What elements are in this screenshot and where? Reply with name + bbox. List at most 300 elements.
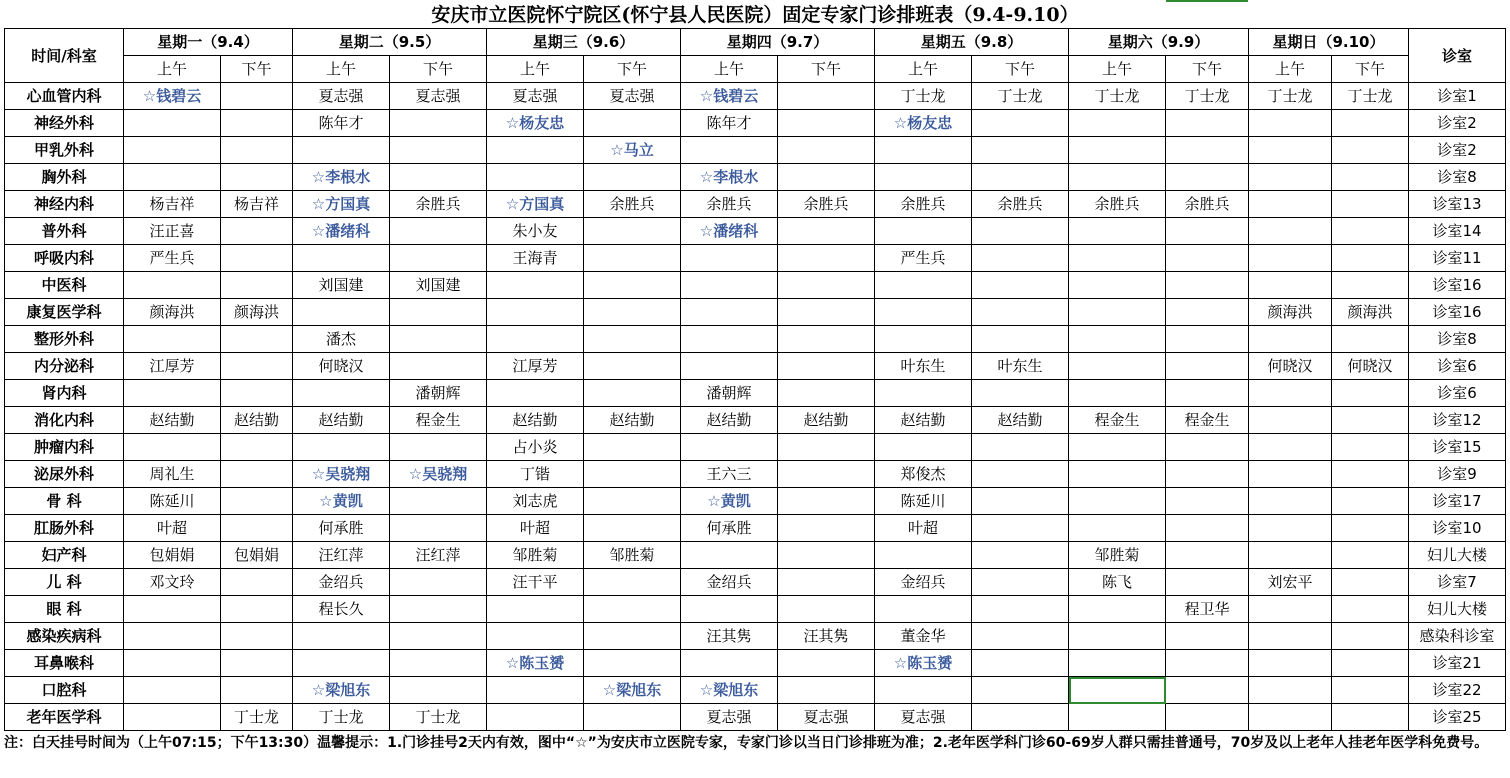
schedule-cell[interactable] — [584, 380, 681, 407]
schedule-cell[interactable]: 丁士龙 — [390, 704, 487, 731]
schedule-cell[interactable] — [1166, 542, 1249, 569]
schedule-cell[interactable]: 朱小友 — [487, 218, 584, 245]
schedule-cell[interactable] — [584, 434, 681, 461]
schedule-cell[interactable] — [972, 110, 1069, 137]
schedule-cell[interactable] — [221, 245, 293, 272]
schedule-cell[interactable] — [875, 596, 972, 623]
schedule-cell[interactable] — [1166, 623, 1249, 650]
schedule-cell[interactable] — [390, 137, 487, 164]
schedule-cell[interactable]: 邓文玲 — [124, 569, 221, 596]
schedule-cell[interactable] — [1332, 650, 1409, 677]
schedule-cell[interactable] — [1249, 272, 1332, 299]
schedule-cell[interactable] — [972, 137, 1069, 164]
schedule-cell[interactable] — [221, 110, 293, 137]
schedule-cell[interactable] — [1332, 596, 1409, 623]
schedule-cell[interactable]: 余胜兵 — [390, 191, 487, 218]
schedule-cell[interactable] — [584, 272, 681, 299]
schedule-cell[interactable]: 何晓汉 — [1249, 353, 1332, 380]
schedule-cell[interactable] — [875, 137, 972, 164]
schedule-cell[interactable]: 夏志强 — [293, 83, 390, 110]
schedule-cell[interactable] — [390, 596, 487, 623]
schedule-cell[interactable] — [1249, 434, 1332, 461]
schedule-cell[interactable]: 余胜兵 — [778, 191, 875, 218]
schedule-cell[interactable] — [584, 650, 681, 677]
schedule-cell[interactable]: ☆梁旭东 — [293, 677, 390, 704]
schedule-cell[interactable] — [681, 272, 778, 299]
schedule-cell[interactable] — [1069, 623, 1166, 650]
schedule-cell[interactable] — [778, 515, 875, 542]
schedule-cell[interactable] — [1166, 488, 1249, 515]
schedule-cell[interactable]: 潘朝辉 — [390, 380, 487, 407]
schedule-cell[interactable]: 颜海洪 — [1249, 299, 1332, 326]
schedule-cell[interactable]: 程金生 — [1069, 407, 1166, 434]
schedule-cell[interactable]: ☆陈玉赟 — [487, 650, 584, 677]
schedule-cell[interactable] — [1166, 164, 1249, 191]
schedule-cell[interactable] — [584, 704, 681, 731]
schedule-cell[interactable] — [584, 245, 681, 272]
schedule-cell[interactable] — [221, 83, 293, 110]
schedule-cell[interactable] — [584, 569, 681, 596]
schedule-cell[interactable]: 江厚芳 — [124, 353, 221, 380]
schedule-cell[interactable] — [1166, 515, 1249, 542]
schedule-cell[interactable]: 陈年才 — [681, 110, 778, 137]
schedule-cell[interactable] — [972, 380, 1069, 407]
schedule-cell[interactable] — [681, 137, 778, 164]
schedule-cell[interactable] — [1069, 245, 1166, 272]
schedule-cell[interactable]: ☆黄凯 — [681, 488, 778, 515]
schedule-cell[interactable]: 夏志强 — [487, 83, 584, 110]
schedule-cell[interactable] — [1249, 704, 1332, 731]
schedule-cell[interactable] — [1332, 488, 1409, 515]
schedule-cell[interactable]: 丁士龙 — [875, 83, 972, 110]
schedule-cell[interactable] — [972, 299, 1069, 326]
schedule-cell[interactable] — [1332, 704, 1409, 731]
schedule-cell[interactable]: ☆杨友忠 — [875, 110, 972, 137]
schedule-cell[interactable] — [1166, 434, 1249, 461]
schedule-cell[interactable] — [681, 434, 778, 461]
schedule-cell[interactable] — [293, 650, 390, 677]
schedule-cell[interactable] — [1249, 623, 1332, 650]
schedule-cell[interactable] — [390, 164, 487, 191]
schedule-cell[interactable] — [293, 137, 390, 164]
schedule-cell[interactable] — [1249, 380, 1332, 407]
schedule-cell[interactable]: 严生兵 — [124, 245, 221, 272]
schedule-cell[interactable]: 夏志强 — [390, 83, 487, 110]
schedule-cell[interactable]: 刘志虎 — [487, 488, 584, 515]
schedule-cell[interactable] — [487, 299, 584, 326]
schedule-cell[interactable] — [1069, 461, 1166, 488]
schedule-cell[interactable] — [1069, 164, 1166, 191]
schedule-cell[interactable] — [1332, 542, 1409, 569]
schedule-cell[interactable] — [1332, 380, 1409, 407]
schedule-cell[interactable]: 潘杰 — [293, 326, 390, 353]
schedule-cell[interactable]: 程金生 — [390, 407, 487, 434]
schedule-cell[interactable]: 邹胜菊 — [487, 542, 584, 569]
schedule-cell[interactable] — [972, 245, 1069, 272]
schedule-cell[interactable]: 刘国建 — [293, 272, 390, 299]
schedule-cell[interactable]: 赵结勤 — [124, 407, 221, 434]
schedule-cell[interactable] — [972, 434, 1069, 461]
schedule-cell[interactable]: ☆李根水 — [293, 164, 390, 191]
schedule-cell[interactable]: 陈延川 — [124, 488, 221, 515]
schedule-cell[interactable] — [124, 110, 221, 137]
schedule-cell[interactable] — [1249, 191, 1332, 218]
schedule-cell[interactable]: 丁士龙 — [1249, 83, 1332, 110]
schedule-cell[interactable] — [1332, 515, 1409, 542]
schedule-cell[interactable] — [221, 488, 293, 515]
schedule-cell[interactable] — [972, 542, 1069, 569]
schedule-cell[interactable]: ☆钱碧云 — [681, 83, 778, 110]
schedule-cell[interactable] — [972, 569, 1069, 596]
schedule-cell[interactable] — [1249, 461, 1332, 488]
schedule-cell[interactable]: 赵结勤 — [972, 407, 1069, 434]
schedule-cell[interactable] — [1249, 110, 1332, 137]
schedule-cell[interactable] — [390, 650, 487, 677]
schedule-cell[interactable] — [221, 596, 293, 623]
schedule-cell[interactable] — [1069, 488, 1166, 515]
schedule-cell[interactable] — [681, 353, 778, 380]
schedule-cell[interactable] — [1249, 677, 1332, 704]
schedule-cell[interactable] — [1249, 245, 1332, 272]
schedule-cell[interactable]: 颜海洪 — [1332, 299, 1409, 326]
schedule-cell[interactable]: 夏志强 — [584, 83, 681, 110]
schedule-cell[interactable]: 陈年才 — [293, 110, 390, 137]
schedule-cell[interactable]: ☆陈玉赟 — [875, 650, 972, 677]
schedule-cell[interactable] — [778, 218, 875, 245]
schedule-cell[interactable] — [972, 326, 1069, 353]
schedule-cell[interactable] — [124, 272, 221, 299]
schedule-cell[interactable] — [390, 326, 487, 353]
schedule-cell[interactable]: 汪正喜 — [124, 218, 221, 245]
schedule-cell[interactable]: 王六三 — [681, 461, 778, 488]
schedule-cell[interactable] — [1332, 137, 1409, 164]
schedule-cell[interactable]: 赵结勤 — [293, 407, 390, 434]
schedule-cell[interactable] — [875, 380, 972, 407]
schedule-cell[interactable] — [584, 353, 681, 380]
schedule-cell[interactable]: 赵结勤 — [584, 407, 681, 434]
schedule-cell[interactable]: 余胜兵 — [584, 191, 681, 218]
schedule-cell[interactable] — [1249, 137, 1332, 164]
schedule-cell[interactable]: ☆钱碧云 — [124, 83, 221, 110]
schedule-cell[interactable]: ☆李根水 — [681, 164, 778, 191]
schedule-cell[interactable]: ☆吴骁翔 — [293, 461, 390, 488]
schedule-cell[interactable]: 杨吉祥 — [124, 191, 221, 218]
schedule-cell[interactable] — [778, 164, 875, 191]
schedule-cell[interactable] — [487, 326, 584, 353]
schedule-cell[interactable] — [681, 299, 778, 326]
schedule-cell[interactable] — [1249, 407, 1332, 434]
schedule-cell[interactable] — [1069, 272, 1166, 299]
schedule-cell[interactable] — [1069, 677, 1166, 704]
schedule-cell[interactable] — [390, 218, 487, 245]
schedule-cell[interactable]: 金绍兵 — [875, 569, 972, 596]
schedule-cell[interactable]: 丁士龙 — [1069, 83, 1166, 110]
schedule-cell[interactable]: 汪红萍 — [390, 542, 487, 569]
schedule-cell[interactable] — [1249, 542, 1332, 569]
schedule-cell[interactable] — [778, 650, 875, 677]
schedule-cell[interactable] — [972, 650, 1069, 677]
schedule-cell[interactable]: 赵结勤 — [681, 407, 778, 434]
schedule-cell[interactable]: ☆方国真 — [293, 191, 390, 218]
schedule-cell[interactable] — [1166, 353, 1249, 380]
schedule-cell[interactable] — [1069, 218, 1166, 245]
schedule-cell[interactable] — [584, 326, 681, 353]
schedule-cell[interactable] — [972, 515, 1069, 542]
schedule-cell[interactable] — [221, 353, 293, 380]
schedule-cell[interactable] — [221, 677, 293, 704]
schedule-cell[interactable]: 汪干平 — [487, 569, 584, 596]
schedule-cell[interactable]: 赵结勤 — [221, 407, 293, 434]
schedule-cell[interactable]: 何晓汉 — [293, 353, 390, 380]
schedule-cell[interactable] — [124, 596, 221, 623]
schedule-cell[interactable] — [1069, 137, 1166, 164]
schedule-cell[interactable] — [584, 218, 681, 245]
schedule-cell[interactable] — [584, 164, 681, 191]
schedule-cell[interactable] — [1249, 164, 1332, 191]
schedule-cell[interactable]: 包娟娟 — [124, 542, 221, 569]
schedule-cell[interactable] — [221, 461, 293, 488]
schedule-cell[interactable] — [972, 164, 1069, 191]
schedule-cell[interactable] — [1166, 110, 1249, 137]
schedule-cell[interactable]: 余胜兵 — [681, 191, 778, 218]
schedule-cell[interactable] — [778, 380, 875, 407]
schedule-cell[interactable] — [1069, 650, 1166, 677]
schedule-cell[interactable]: 邹胜菊 — [1069, 542, 1166, 569]
schedule-cell[interactable]: 赵结勤 — [778, 407, 875, 434]
schedule-cell[interactable] — [124, 137, 221, 164]
schedule-cell[interactable] — [390, 623, 487, 650]
schedule-cell[interactable] — [1332, 569, 1409, 596]
schedule-cell[interactable] — [875, 434, 972, 461]
schedule-cell[interactable] — [584, 596, 681, 623]
schedule-cell[interactable] — [1332, 434, 1409, 461]
schedule-cell[interactable] — [1069, 353, 1166, 380]
schedule-cell[interactable] — [1166, 326, 1249, 353]
schedule-cell[interactable] — [221, 650, 293, 677]
schedule-cell[interactable] — [778, 461, 875, 488]
schedule-cell[interactable]: 丁士龙 — [972, 83, 1069, 110]
schedule-cell[interactable] — [1332, 218, 1409, 245]
schedule-cell[interactable] — [778, 299, 875, 326]
schedule-cell[interactable] — [972, 596, 1069, 623]
schedule-cell[interactable] — [778, 272, 875, 299]
schedule-cell[interactable]: 严生兵 — [875, 245, 972, 272]
schedule-cell[interactable]: 程长久 — [293, 596, 390, 623]
schedule-cell[interactable]: 何承胜 — [293, 515, 390, 542]
schedule-cell[interactable]: 赵结勤 — [875, 407, 972, 434]
schedule-cell[interactable] — [1166, 380, 1249, 407]
schedule-cell[interactable] — [1332, 623, 1409, 650]
schedule-cell[interactable] — [1166, 677, 1249, 704]
schedule-cell[interactable]: 余胜兵 — [1069, 191, 1166, 218]
schedule-cell[interactable] — [972, 218, 1069, 245]
schedule-cell[interactable]: 汪其隽 — [778, 623, 875, 650]
schedule-cell[interactable] — [778, 245, 875, 272]
schedule-cell[interactable] — [778, 110, 875, 137]
schedule-cell[interactable] — [293, 245, 390, 272]
schedule-cell[interactable] — [1166, 137, 1249, 164]
schedule-cell[interactable] — [390, 299, 487, 326]
schedule-cell[interactable]: 余胜兵 — [1166, 191, 1249, 218]
schedule-cell[interactable]: 丁士龙 — [1166, 83, 1249, 110]
schedule-cell[interactable] — [1166, 650, 1249, 677]
schedule-cell[interactable] — [293, 380, 390, 407]
schedule-cell[interactable] — [681, 326, 778, 353]
schedule-cell[interactable] — [1166, 245, 1249, 272]
schedule-cell[interactable] — [293, 434, 390, 461]
schedule-cell[interactable]: ☆吴骁翔 — [390, 461, 487, 488]
schedule-cell[interactable]: 刘宏平 — [1249, 569, 1332, 596]
schedule-cell[interactable] — [487, 596, 584, 623]
schedule-cell[interactable] — [875, 272, 972, 299]
schedule-cell[interactable]: 董金华 — [875, 623, 972, 650]
schedule-cell[interactable]: 周礼生 — [124, 461, 221, 488]
schedule-cell[interactable] — [1069, 704, 1166, 731]
schedule-cell[interactable]: 郑俊杰 — [875, 461, 972, 488]
schedule-cell[interactable] — [584, 299, 681, 326]
schedule-cell[interactable] — [584, 461, 681, 488]
schedule-cell[interactable] — [390, 488, 487, 515]
schedule-cell[interactable]: 程卫华 — [1166, 596, 1249, 623]
schedule-cell[interactable] — [1332, 326, 1409, 353]
schedule-cell[interactable]: ☆马立 — [584, 137, 681, 164]
schedule-cell[interactable] — [972, 488, 1069, 515]
schedule-cell[interactable]: 余胜兵 — [875, 191, 972, 218]
schedule-cell[interactable] — [1166, 461, 1249, 488]
schedule-cell[interactable] — [681, 650, 778, 677]
schedule-cell[interactable]: 夏志强 — [875, 704, 972, 731]
schedule-cell[interactable] — [875, 326, 972, 353]
schedule-cell[interactable] — [221, 164, 293, 191]
schedule-cell[interactable]: 江厚芳 — [487, 353, 584, 380]
schedule-cell[interactable]: 汪其隽 — [681, 623, 778, 650]
schedule-cell[interactable] — [875, 164, 972, 191]
schedule-cell[interactable] — [778, 353, 875, 380]
schedule-cell[interactable] — [487, 164, 584, 191]
schedule-cell[interactable] — [1069, 326, 1166, 353]
schedule-cell[interactable]: 邹胜菊 — [584, 542, 681, 569]
schedule-cell[interactable]: 叶东生 — [875, 353, 972, 380]
schedule-cell[interactable]: 金绍兵 — [681, 569, 778, 596]
schedule-cell[interactable]: 叶超 — [487, 515, 584, 542]
schedule-cell[interactable] — [221, 515, 293, 542]
schedule-cell[interactable] — [778, 137, 875, 164]
schedule-cell[interactable]: 潘朝辉 — [681, 380, 778, 407]
schedule-cell[interactable]: 丁士龙 — [221, 704, 293, 731]
schedule-cell[interactable]: 汪红萍 — [293, 542, 390, 569]
schedule-cell[interactable] — [221, 326, 293, 353]
schedule-cell[interactable] — [1332, 245, 1409, 272]
schedule-cell[interactable]: 杨吉祥 — [221, 191, 293, 218]
schedule-cell[interactable]: ☆潘绪科 — [293, 218, 390, 245]
schedule-cell[interactable]: 金绍兵 — [293, 569, 390, 596]
schedule-cell[interactable] — [221, 380, 293, 407]
schedule-cell[interactable] — [221, 218, 293, 245]
schedule-cell[interactable]: 丁士龙 — [293, 704, 390, 731]
schedule-cell[interactable] — [778, 326, 875, 353]
schedule-cell[interactable] — [972, 272, 1069, 299]
schedule-cell[interactable]: 陈延川 — [875, 488, 972, 515]
schedule-cell[interactable] — [875, 677, 972, 704]
schedule-cell[interactable] — [1332, 407, 1409, 434]
schedule-cell[interactable]: 夏志强 — [681, 704, 778, 731]
schedule-cell[interactable] — [681, 596, 778, 623]
schedule-cell[interactable] — [584, 110, 681, 137]
schedule-cell[interactable] — [1166, 272, 1249, 299]
schedule-cell[interactable] — [584, 515, 681, 542]
schedule-cell[interactable] — [681, 245, 778, 272]
schedule-cell[interactable]: 丁士龙 — [1332, 83, 1409, 110]
schedule-cell[interactable] — [390, 677, 487, 704]
schedule-cell[interactable] — [124, 650, 221, 677]
schedule-cell[interactable]: 赵结勤 — [487, 407, 584, 434]
schedule-cell[interactable] — [221, 623, 293, 650]
schedule-cell[interactable]: 叶东生 — [972, 353, 1069, 380]
schedule-cell[interactable]: 包娟娟 — [221, 542, 293, 569]
schedule-cell[interactable] — [390, 515, 487, 542]
schedule-cell[interactable]: ☆黄凯 — [293, 488, 390, 515]
schedule-cell[interactable] — [778, 596, 875, 623]
schedule-cell[interactable] — [124, 164, 221, 191]
schedule-cell[interactable] — [1332, 110, 1409, 137]
schedule-cell[interactable] — [1332, 461, 1409, 488]
schedule-cell[interactable]: 余胜兵 — [972, 191, 1069, 218]
schedule-cell[interactable] — [221, 434, 293, 461]
schedule-cell[interactable] — [1166, 569, 1249, 596]
schedule-cell[interactable] — [1249, 488, 1332, 515]
schedule-cell[interactable] — [487, 380, 584, 407]
schedule-cell[interactable] — [972, 704, 1069, 731]
schedule-cell[interactable]: ☆梁旭东 — [584, 677, 681, 704]
schedule-cell[interactable] — [1069, 434, 1166, 461]
schedule-cell[interactable]: 颜海洪 — [221, 299, 293, 326]
schedule-cell[interactable] — [124, 623, 221, 650]
schedule-cell[interactable] — [221, 137, 293, 164]
schedule-cell[interactable]: ☆方国真 — [487, 191, 584, 218]
schedule-cell[interactable] — [972, 461, 1069, 488]
schedule-cell[interactable] — [293, 623, 390, 650]
schedule-cell[interactable]: ☆杨友忠 — [487, 110, 584, 137]
schedule-cell[interactable] — [390, 353, 487, 380]
schedule-cell[interactable] — [390, 110, 487, 137]
schedule-cell[interactable]: 占小炎 — [487, 434, 584, 461]
schedule-cell[interactable] — [778, 677, 875, 704]
schedule-cell[interactable] — [972, 623, 1069, 650]
schedule-cell[interactable]: 王海青 — [487, 245, 584, 272]
schedule-cell[interactable] — [124, 704, 221, 731]
schedule-cell[interactable]: 颜海洪 — [124, 299, 221, 326]
schedule-cell[interactable] — [293, 299, 390, 326]
schedule-cell[interactable] — [124, 326, 221, 353]
schedule-cell[interactable] — [1166, 218, 1249, 245]
schedule-cell[interactable] — [487, 272, 584, 299]
schedule-cell[interactable] — [487, 137, 584, 164]
schedule-cell[interactable] — [390, 434, 487, 461]
schedule-cell[interactable] — [487, 704, 584, 731]
schedule-cell[interactable] — [778, 542, 875, 569]
schedule-cell[interactable] — [487, 623, 584, 650]
schedule-cell[interactable] — [390, 245, 487, 272]
schedule-cell[interactable]: 夏志强 — [778, 704, 875, 731]
schedule-cell[interactable] — [1249, 326, 1332, 353]
schedule-cell[interactable]: 何承胜 — [681, 515, 778, 542]
schedule-cell[interactable] — [390, 569, 487, 596]
schedule-cell[interactable] — [778, 569, 875, 596]
schedule-cell[interactable] — [1166, 704, 1249, 731]
schedule-cell[interactable] — [972, 677, 1069, 704]
schedule-cell[interactable] — [584, 488, 681, 515]
schedule-cell[interactable] — [584, 623, 681, 650]
